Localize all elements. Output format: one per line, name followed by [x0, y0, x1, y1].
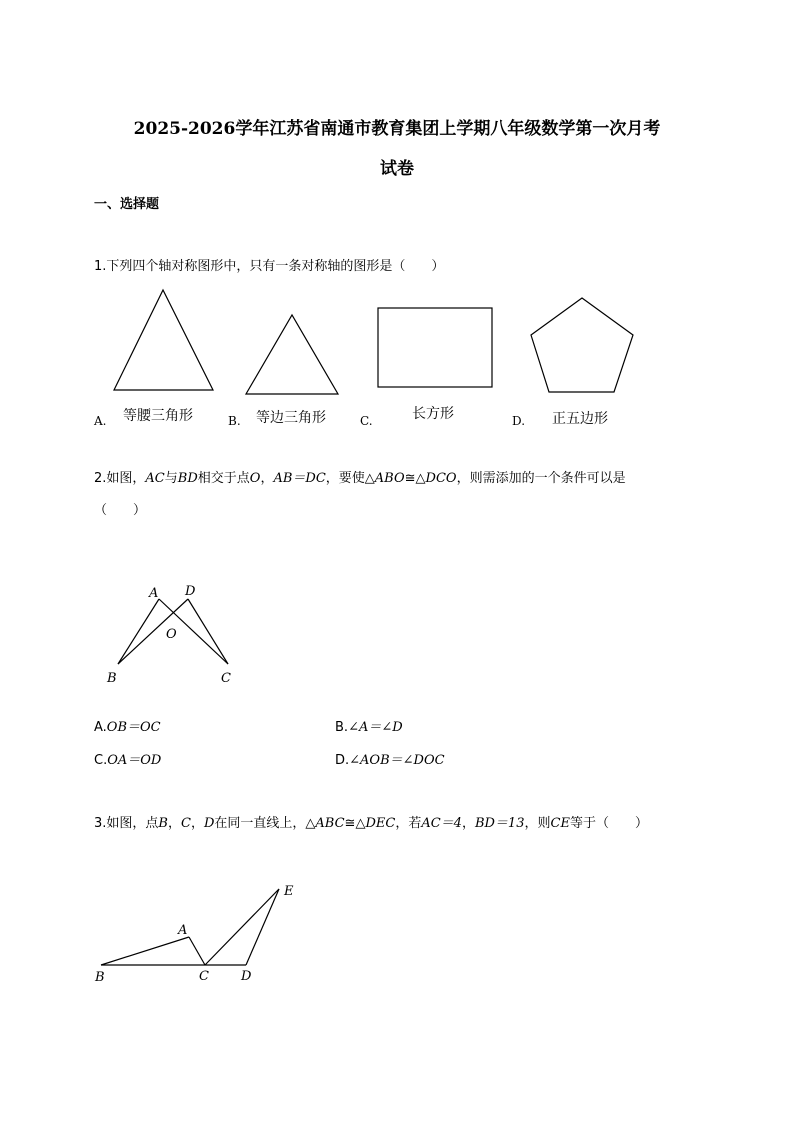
q3-b: B: [158, 816, 168, 831]
q1-option-c-label: 长方形: [412, 406, 454, 422]
q2-tail: ，则需添加的一个条件可以是: [456, 471, 626, 486]
q3-ce: CE: [550, 816, 570, 831]
q1-option-b-letter: B.: [228, 414, 241, 428]
q2-option-a[interactable]: [94, 716, 161, 735]
q2-label-d: D: [185, 584, 196, 599]
q2-label-c: C: [221, 671, 231, 686]
q2-mid1: 与: [164, 471, 178, 486]
q1-option-c-letter: C.: [360, 414, 373, 428]
q2-option-a-letter: A.: [94, 720, 107, 735]
q2-option-c-letter: C.: [94, 753, 108, 768]
q2-option-d[interactable]: [335, 749, 445, 768]
question-2-answer-bracket: （ ）: [94, 503, 147, 518]
q3-c1: ，: [167, 816, 181, 831]
question-1-text: 1.下列四个轴对称图形中，只有一条对称轴的图形是（ ）: [94, 259, 445, 274]
q2-o: O: [249, 471, 261, 486]
q2-triangle-dco: △DCO: [415, 471, 457, 486]
q2-option-a-expr: OB＝OC: [106, 720, 161, 735]
rectangle-figure: [378, 308, 492, 387]
q3-triangle-abc: △ABC: [305, 816, 345, 831]
q1-option-d-letter: D.: [512, 414, 526, 428]
q3-mid3: ，则: [524, 816, 551, 831]
q2-option-b-expr: ∠A＝∠D: [348, 720, 403, 735]
q2-label-a: A: [149, 586, 159, 601]
q3-label-a: A: [178, 923, 188, 938]
q3-label-b: B: [95, 970, 105, 985]
q2-label-b: B: [107, 671, 117, 686]
question-1-figures: [100, 285, 660, 415]
q3-c2: ，: [190, 816, 204, 831]
title-line-2: 试卷: [380, 159, 414, 179]
q3-c3: ，: [461, 816, 475, 831]
q3-bd: BD＝13: [474, 816, 525, 831]
q3-label-c: C: [199, 969, 209, 984]
q3-tail: 等于（ ）: [569, 816, 648, 831]
q2-mid3: ，要使: [325, 471, 365, 486]
q1-option-d-label: 正五边形: [552, 411, 608, 427]
question-3-figure: [92, 878, 312, 988]
equilateral-triangle-figure: [246, 315, 338, 394]
q2-option-c[interactable]: [94, 749, 161, 768]
q3-label-e: E: [284, 884, 294, 899]
q2-prefix: 2.如图，: [94, 471, 146, 486]
section-heading: 一、选择题: [94, 197, 160, 212]
q3-c: C: [180, 816, 191, 831]
q3-prefix: 3.如图，点: [94, 816, 159, 831]
question-2-figure: [95, 578, 255, 690]
title-line-1: 2025-2026学年江苏省南通市教育集团上学期八年级数学第一次月考: [133, 119, 661, 139]
q2-triangle-abo: △ABO: [364, 471, 405, 486]
q3-triangle-dec: △DEC: [355, 816, 396, 831]
q2-option-b-letter: B.: [335, 720, 349, 735]
q3-d: D: [203, 816, 215, 831]
q2-label-o: O: [166, 627, 177, 642]
q2-option-d-expr: ∠AOB＝∠DOC: [349, 753, 445, 768]
isosceles-triangle-figure: [114, 290, 213, 390]
q3-congruent-sign: ≅: [344, 816, 356, 831]
q1-option-a-letter: A.: [94, 414, 107, 428]
question-3-text: [94, 815, 648, 833]
regular-pentagon-figure: [531, 298, 633, 392]
q3-mid2: ，若: [395, 816, 422, 831]
q2-bd: BD: [177, 471, 198, 486]
q2-condition: AB＝DC: [273, 471, 326, 486]
q3-mid1: 在同一直线上，: [214, 816, 306, 831]
q2-ac: AC: [145, 471, 165, 486]
q2-option-b[interactable]: [335, 716, 403, 735]
q2-comma: ，: [260, 471, 274, 486]
q2-option-c-expr: OA＝OD: [107, 753, 162, 768]
q3-label-d: D: [241, 969, 252, 984]
q2-mid2: 相交于点: [197, 471, 250, 486]
q2-congruent-sign: ≅: [404, 471, 416, 486]
question-2-text: [94, 470, 626, 488]
q2-option-d-letter: D.: [335, 753, 350, 768]
q3-ac: AC＝4: [421, 816, 462, 831]
q1-option-a-label: 等腰三角形: [123, 408, 193, 424]
q1-option-b-label: 等边三角形: [256, 410, 326, 426]
